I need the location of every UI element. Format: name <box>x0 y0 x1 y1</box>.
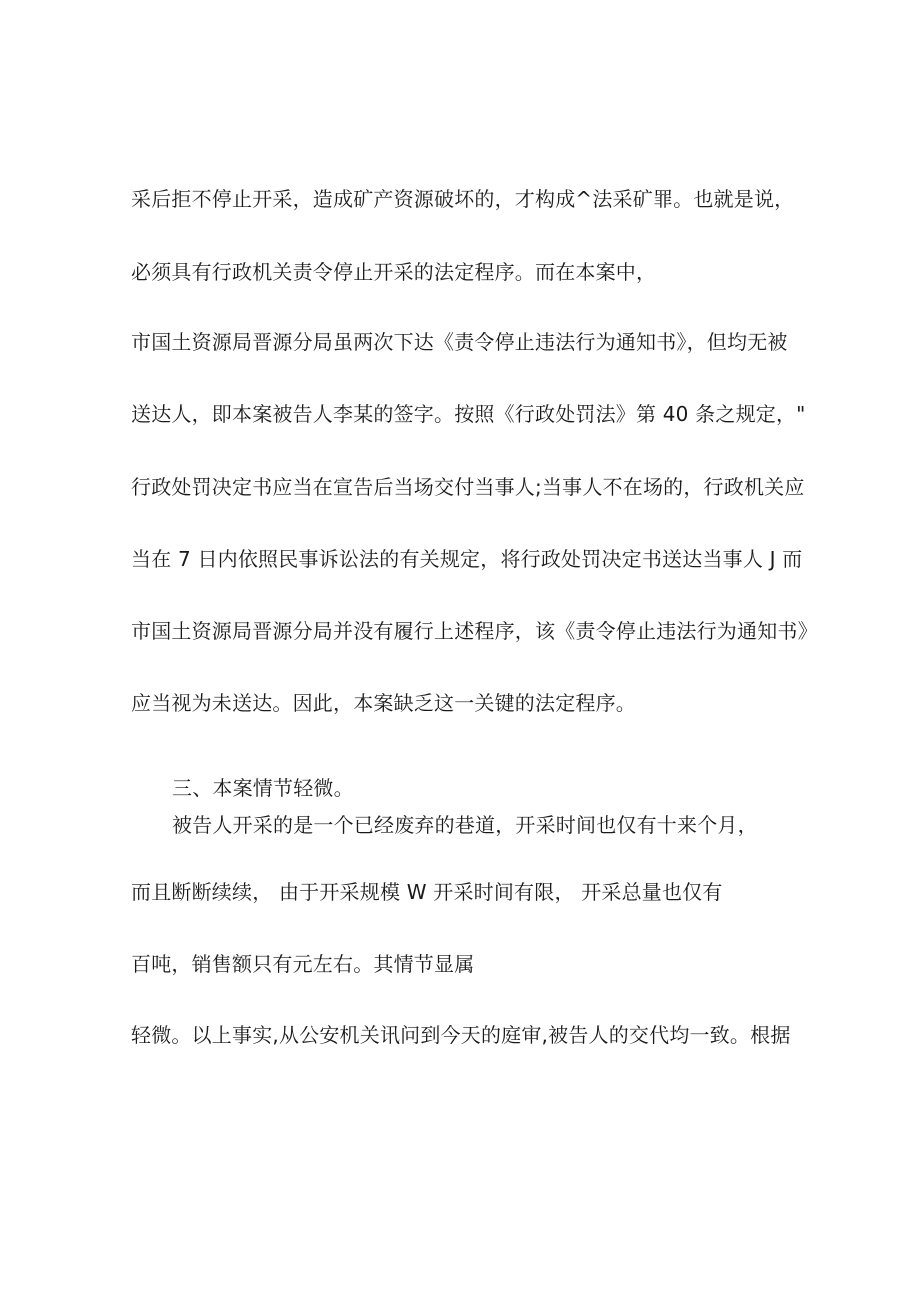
paragraph-line: 市国土资源局晋源分局虽两次下达《责令停止违法行为通知书》，但均无被 <box>131 330 788 354</box>
paragraph-line: 轻微。以上事实,从公安机关讯问到今天的庭审,被告人的交代均一致。根据 <box>131 1023 791 1047</box>
paragraph-line: 采后拒不停止开采，造成矿产资源破坏的，才构成^法采矿罪。也就是说， <box>131 187 795 211</box>
paragraph-line: 百吨，销售额只有元左右。其情节显属 <box>131 952 475 976</box>
paragraph-line: 当在 7 日内依照民事诉讼法的有关规定，将行政处罚决定书送达当事人 J 而 <box>131 547 803 571</box>
paragraph-line: 应当视为未送达。因此，本案缺乏这一关键的法定程序。 <box>131 691 636 715</box>
paragraph-line: 而且断断续续， 由于开采规模 W 开采时间有限， 开采总量也仅有 <box>131 880 723 904</box>
paragraph-line: 送达人，即本案被告人李某的签字。按照《行政处罚法》第 40 条之规定，" <box>131 402 806 426</box>
paragraph-line: 必须具有行政机关责令停止开采的法定程序。而在本案中， <box>131 260 657 284</box>
paragraph-line: 被告人开采的是一个已经废弃的巷道，开采时间也仅有十来个月， <box>172 813 758 837</box>
paragraph-line: 行政处罚决定书应当在宣告后当场交付当事人;当事人不在场的，行政机关应 <box>131 475 805 499</box>
paragraph-line: 市国土资源局晋源分局并没有履行上述程序，该《责令停止违法行为通知书》 <box>131 619 818 643</box>
section-heading: 三、本案情节轻微。 <box>172 776 354 800</box>
